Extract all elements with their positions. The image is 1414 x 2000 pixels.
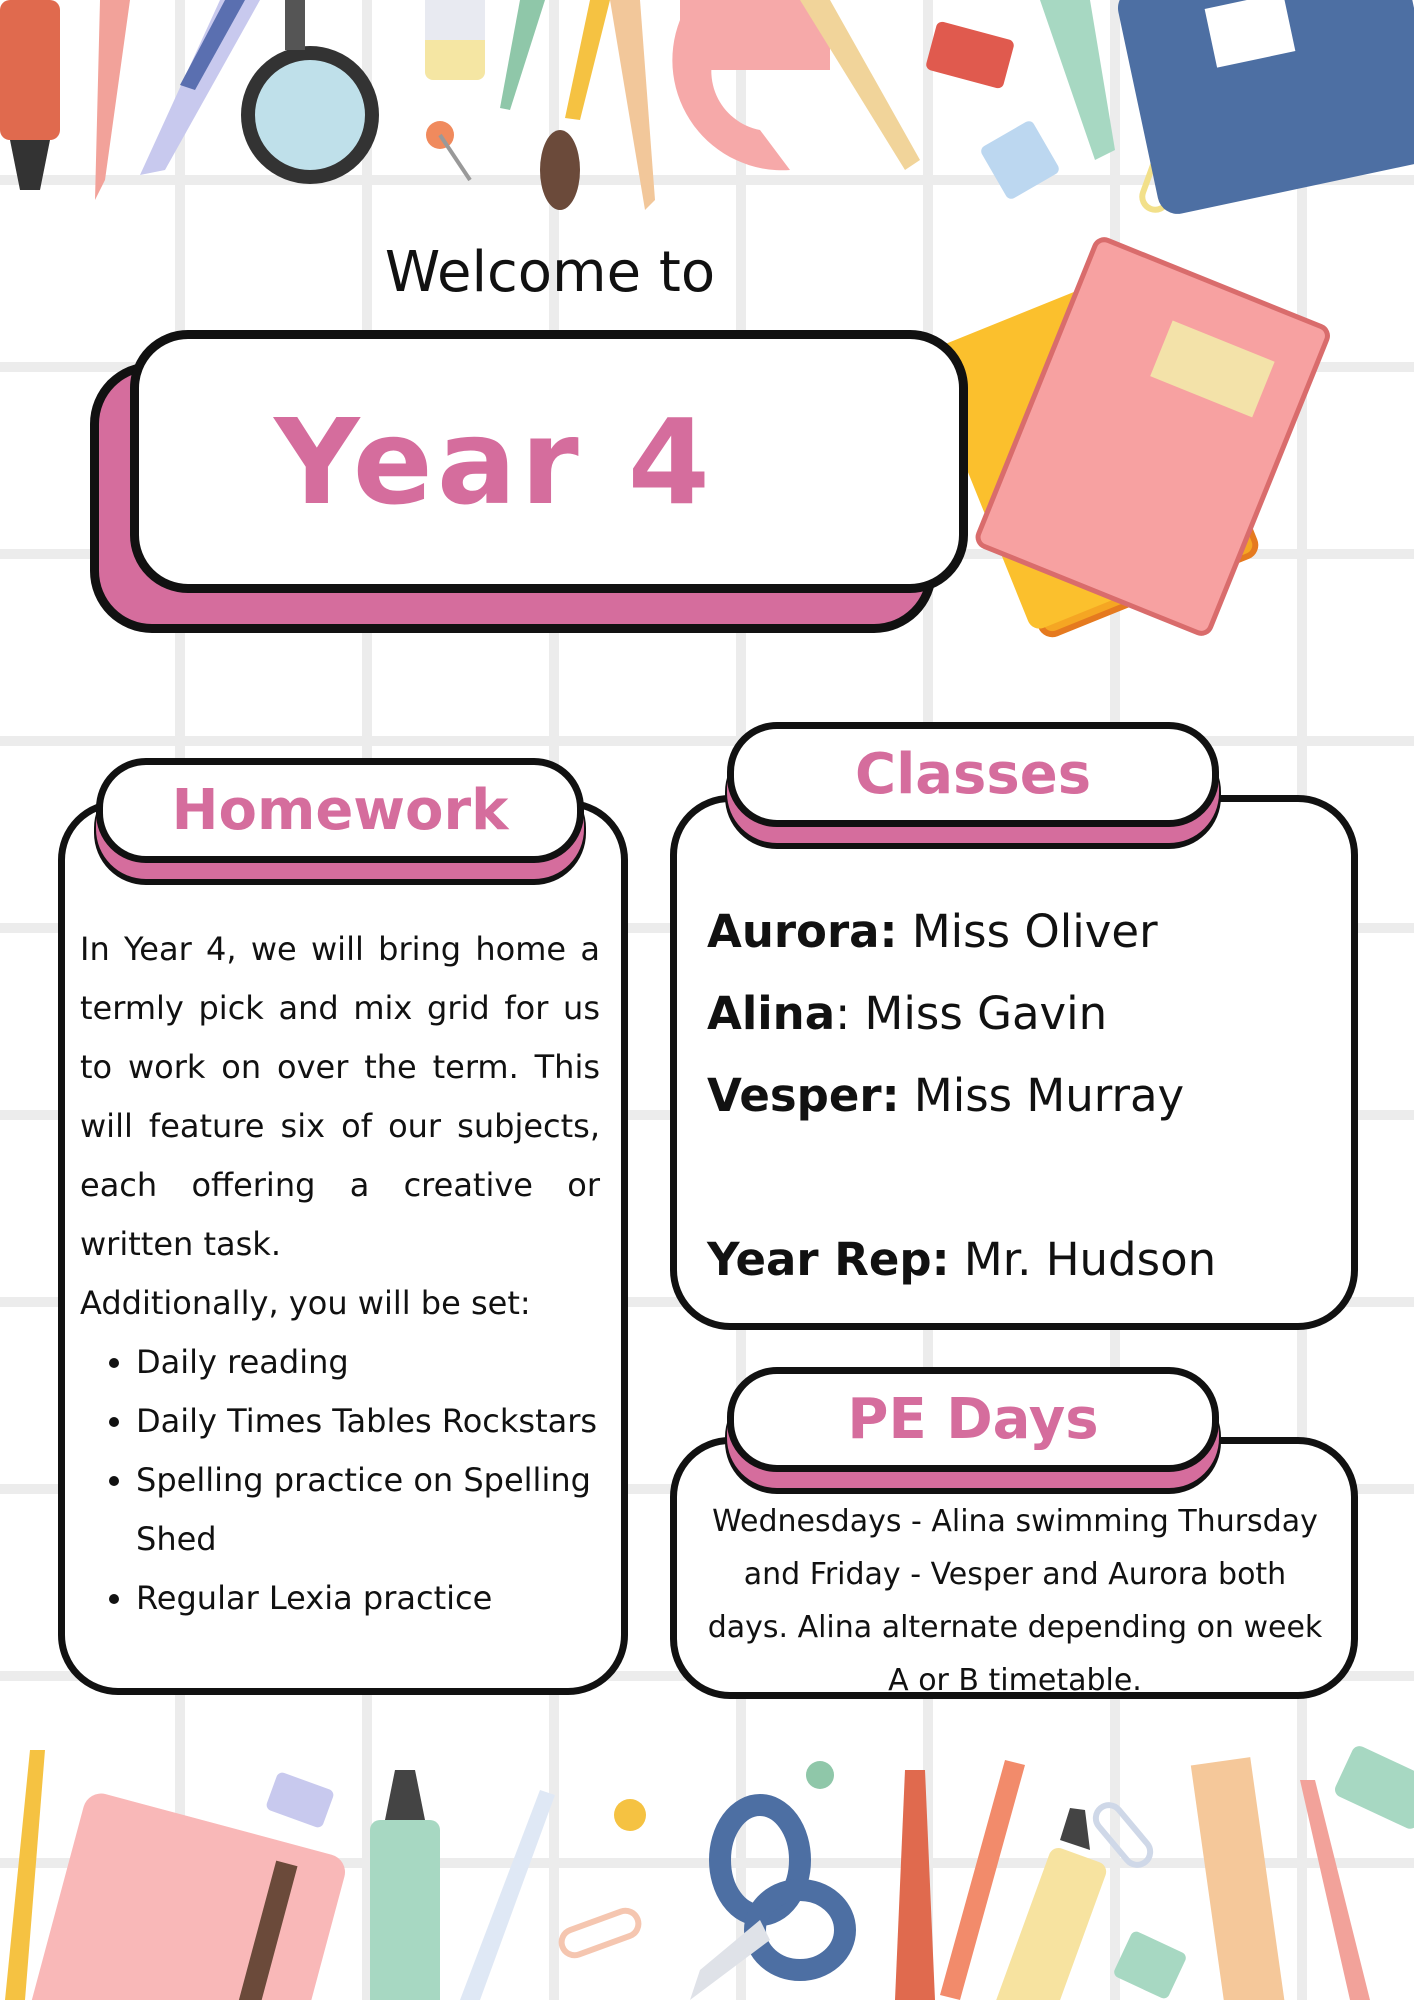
paperclip-icon <box>558 1907 642 1959</box>
list-item: • Regular Lexia practice <box>136 1569 600 1628</box>
pen-icon <box>140 0 260 175</box>
pe-body: Wednesdays - Alina swimming Thursday and Friday - Vesper and Aurora both days. Alina alternate depending on week A or B timetable. <box>707 1504 1323 1698</box>
protractor-icon <box>672 0 830 170</box>
list-item: • Spelling practice on Spelling Shed <box>136 1451 600 1569</box>
paperclip-icon <box>1139 139 1187 214</box>
pencil-icon <box>800 0 920 170</box>
paperclip-icon <box>1091 1800 1156 1870</box>
pencil-icon <box>500 0 655 210</box>
list-item: • Daily reading <box>136 1333 600 1392</box>
pencil-icon <box>5 1750 45 2000</box>
pencil-icon <box>1300 1780 1370 2000</box>
class-row-aurora <box>707 905 1158 958</box>
class-row-alina <box>707 987 1107 1040</box>
crayon-icon <box>895 1760 1025 2000</box>
pushpin-icon <box>614 1761 834 1831</box>
pen-icon <box>460 1790 555 2000</box>
class-teacher: Miss Murray <box>913 1069 1185 1122</box>
eraser-icon <box>425 0 485 80</box>
class-name: Alina <box>707 987 836 1040</box>
class-name: Vesper: <box>707 1069 900 1122</box>
sharpener-icon <box>265 1771 335 1829</box>
year-rep-name: Mr. Hudson <box>963 1233 1217 1286</box>
eraser-icon <box>1332 1744 1414 1832</box>
class-teacher: : Miss Gavin <box>835 987 1108 1040</box>
page-title: Year 4 <box>274 392 714 531</box>
scissors-icon <box>690 1805 845 2000</box>
year-rep-row <box>707 1233 1216 1286</box>
pencil-icon <box>95 0 130 200</box>
stationery-bottom-illustration <box>0 1740 1414 2000</box>
title-banner <box>130 330 968 593</box>
marker-icon <box>0 0 60 190</box>
year-rep-label: Year Rep: <box>707 1233 950 1286</box>
marker-icon <box>1040 0 1115 160</box>
classes-heading: Classes <box>727 722 1219 827</box>
welcome-text: Welcome to <box>384 240 716 305</box>
homework-intro: In Year 4, we will bring home a termly pick and mix grid for us to work on over the term. This will feature six of our subjects, each offering a creative or written task. <box>80 930 600 1263</box>
class-row-vesper <box>707 1069 1184 1122</box>
class-name: Aurora: <box>707 905 898 958</box>
highlighter-icon <box>370 1770 440 2000</box>
homework-list <box>80 1333 600 1628</box>
pushpin-icon <box>426 121 470 180</box>
list-item: • Daily Times Tables Rockstars <box>136 1392 600 1451</box>
binder-clip-icon <box>979 119 1061 201</box>
stationery-top-illustration <box>0 0 1414 260</box>
ruler-icon <box>1191 1757 1289 2000</box>
homework-heading: Homework <box>96 758 584 863</box>
notebook-icon <box>21 1789 349 2000</box>
class-teacher: Miss Oliver <box>911 905 1158 958</box>
sharpener-icon <box>925 20 1015 89</box>
homework-additional: Additionally, you will be set: <box>80 1284 531 1322</box>
homework-body <box>80 920 600 1628</box>
highlighter-icon <box>991 1808 1109 2000</box>
magnifier-icon <box>248 0 372 177</box>
paintbrush-icon <box>540 0 610 210</box>
pe-heading: PE Days <box>727 1367 1219 1472</box>
notebook-icon <box>1114 0 1414 218</box>
binder-clip-icon <box>1112 1930 1188 2000</box>
